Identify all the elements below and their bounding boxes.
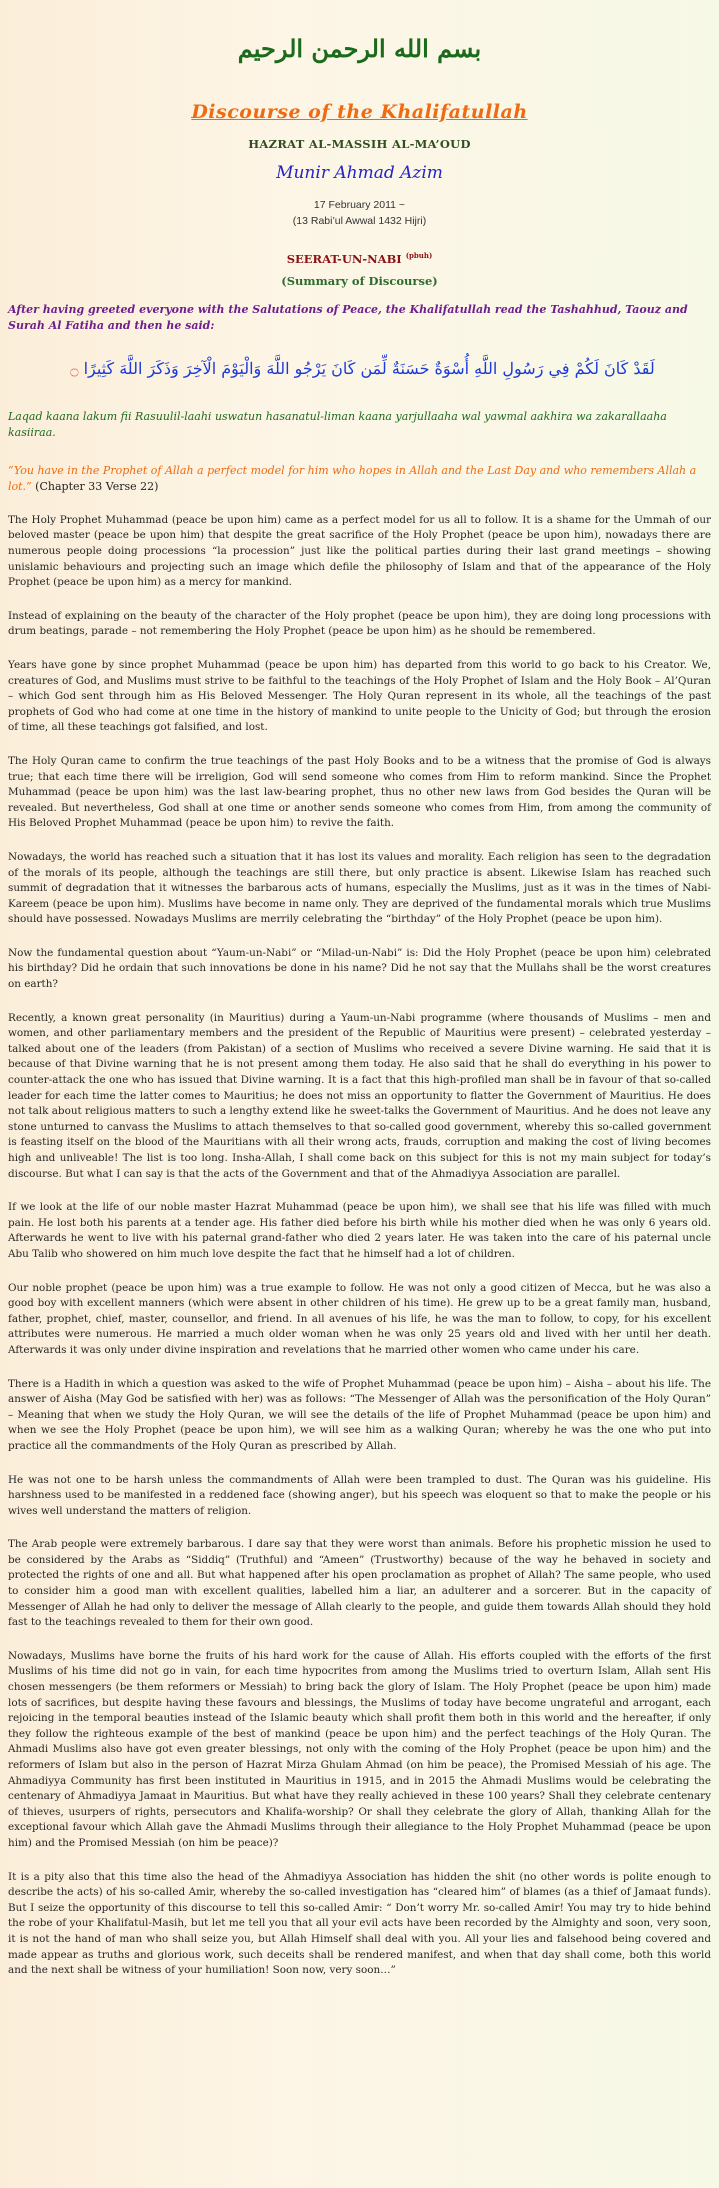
body-paragraph: Instead of explaining on the beauty of the character of the Holy prophet (peace be upon him), they are doing long processions with drum beatings, parade – not remembering the Holy Prophet (peace be upon him) as he should be remembered. — [8, 609, 711, 638]
topic-heading — [4, 251, 715, 266]
body-paragraph: There is a Hadith in which a question was asked to the wife of Prophet Muhammad (peace be upon him) – Aisha – about his life. The answer of Aisha (May God be satisfied with her) was as follows: “The Messenger of Allah was the personification of the Holy Quran” – Meaning that when we study the Holy Quran, we will see the details of the life of Prophet Muhammad (peace be upon him) and when we see the Holy Prophet (peace be upon him), we will see him as a walking Quran; whereby he was the one who put into practice all the commandments of the Holy Quran as prescribed by Allah. — [8, 1377, 711, 1452]
verse-text: لَقَدْ كَانَ لَكُمْ فِي رَسُولِ اللَّهِ أُسْوَةٌ حَسَنَةٌ لِّمَن كَانَ يَرْجُو اللَّهَ وَالْيَوْمَ الْآخِرَ وَذَكَرَ اللَّهَ كَثِيرًا — [83, 358, 655, 378]
translation-text: “You have in the Prophet of Allah a perfect model for him who hopes in Allah and the Last Day and who remembers Allah a lot.” — [8, 463, 697, 493]
body-paragraph: It is a pity also that this time also the head of the Ahmadiyya Association has hidden the shit (no other words is polite enough to describe the acts) of his so-called Amir, whereby the so-called investigation has “cleared him” of blames (as a thief of Jamaat funds). But I seize the opportunity of this discourse to tell this so-called Amir: “ Don’t worry Mr. so-called Amir! You may try to hide behind the robe of your Khalifatul-Masih, but let me tell you that all your evil acts have been recorded by the Almighty and soon, very soon, it is not the hand of man who shall seize you, but Allah Himself shall deal with you. All your lies and falsehood being covered and made appear as truths and glorious work, such deceits shall be rendered manifest, and when that day shall come, both this world and the next shall be witness of your humiliation! Soon now, very soon…” — [8, 1870, 711, 1977]
page-title: Discourse of the Khalifatullah — [191, 101, 528, 123]
body-paragraph: Years have gone by since prophet Muhammad (peace be upon him) has departed from this world to go back to his Creator. We, creatures of God, and Muslims must strive to be faithful to the teachings of the Holy Prophet of Islam and the Holy Book – Al’Quran – which God sent through him as His Beloved Messenger. The Holy Quran represent in its whole, all the teachings of the past prophets of God who had come at one time in the history of mankind to unite people to the Unicity of God; but through the erosion of time, all these teachings got falsified, and lost. — [8, 658, 711, 734]
body-paragraph: Nowadays, the world has reached such a situation that it has lost its values and morality. Each religion has seen to the degradation of the morals of its people, although the teachings are still there, but only practice is absent. Likewise Islam has reached such summit of degradation that it witnesses the barbarous acts of humans, especially the Muslims, just as it was in the times of Nabi-Kareem (peace be upon him). Muslims have become in name only. They are deprived of the fundamental morals which true Muslims should have possessed. Nowadays Muslims are merrily celebrating the “birthday” of the Holy Prophet (peace be upon him). — [8, 850, 711, 926]
summary-label: (Summary of Discourse) — [281, 273, 438, 288]
subtitle: HAZRAT AL-MASSIH AL-MA’OUD — [248, 137, 471, 151]
topic-honorific: (pbuh) — [405, 251, 433, 260]
body-paragraph: He was not one to be harsh unless the commandments of Allah were been trampled to dust. The Quran was his guideline. His harshness used to be manifested in a reddened face (showing anger), but his speech was eloquent so that to make the people or his wives well understand the matters of religion. — [8, 1473, 711, 1517]
topic-label: SEERAT-UN-NABI — [286, 251, 402, 266]
author-name: Munir Ahmad Azim — [276, 163, 443, 183]
intro-text: After having greeted everyone with the Salutations of Peace, the Khalifatullah read the Tashahhud, Taouz and Surah Al Fatiha and then he said: — [8, 302, 688, 332]
body-paragraph: Now the fundamental question about “Yaum-un-Nabi” or “Milad-un-Nabi” is: Did the Holy Prophet (peace be upon him) celebrated his birthday? Did he ordain that such innovations be done in his name? Did he not say that the Mullahs shall be the worst creatures on earth? — [8, 946, 711, 991]
body-paragraph: Recently, a known great personality (in Mauritius) during a Yaum-un-Nabi programme (where thousands of Muslims – men and women, and other parliamentary members and the president of the Republic of Mauritius were present) – celebrated yesterday – talked about one of the leaders (from Pakistan) of a section of Muslims who received a severe Divine warning. He said that it is because of that Divine warning that he is not present among them today. He also said that he shall do everything in his power to counter-attack the one who has issued that Divine warning. It is a fact that this high-profiled man shall be in favour of that so-called leader for each time the latter comes to Mauritius; he does not miss an opportunity to flatter the Government of Mauritius. He does not talk about religious matters to such a lengthy extend like he sweet-talks the Government of Mauritius. And he does not leave any stone unturned to canvass the Muslims to attach themselves to that so-called good government, whereby this so-called government is feasting itself on the blood of the Mauritians with all their wrong acts, frauds, corruption and making the cost of living becomes high and unliveable! The list is too long. Insha-Allah, I shall come back on this subject for this is not my main subject for today’s discourse. But what I can say is that the acts of the Government and that of the Ahmadiyya Association are parallel. — [8, 1011, 711, 1180]
bismillah-heading: بسم الله الرحمن الرحيم — [237, 34, 482, 63]
verse-transliteration: Laqad kaana lakum fii Rasuulil-laahi uswatun hasanatul-liman kaana yarjullaaha wal yawmal aakhira wa zakarallaaha kasiiraa. — [8, 409, 667, 439]
quran-verse-arabic — [4, 356, 715, 383]
body-paragraph: Nowadays, Muslims have borne the fruits of his hard work for the cause of Allah. His efforts coupled with the efforts of the first Muslims of his time did not go in vain, for each time hypocrites from among the Muslims tried to overturn Islam, Allah sent His chosen messengers (be them reformers or Messiah) to bring back the glory of Islam. The Holy Prophet (peace be upon him) made lots of sacrifices, but despite having these favours and blessings, the Muslims of today have become ungrateful and arrogant, each rejoicing in the temporal beauties instead of the Islamic beauty which shall profit them both in this world and the hereafter, if only they follow the righteous example of the best of mankind (peace be upon him) and the perfect teachings of the Holy Quran. The Ahmadi Muslims also have got even greater blessings, not only with the coming of the Holy Prophet (peace be upon him) and the reformers of Islam but also in the person of Hazrat Mirza Ghulam Ahmad (on him be peace), the Promised Messiah of his age. The Ahmadiyya Community has first been instituted in Mauritius in 1915, and in 2015 the Ahmadi Muslims would be celebrating the centenary of Ahmadiyya Jamaat in Mauritius. But what have they really achieved in these 100 years? Shall they celebrate centenary of thieves, usurpers of rights, persecutors and Khalifa-worship? Or shall they celebrate the glory of Allah, thanking Allah for the exceptional favour which Allah gave the Ahmadi Muslims through their allegiance to the Holy Prophet Muhammad (peace be upon him) and the Promised Messiah (on him be peace)? — [8, 1649, 711, 1849]
date: 17 February 2011 ~ — [313, 199, 406, 211]
body-paragraph: The Holy Prophet Muhammad (peace be upon him) came as a perfect model for us all to follow. It is a shame for the Ummah of our beloved master (peace be upon him) that despite the great sacrifice of the Holy Prophet (peace be upon him), nowadays there are numerous people doing processions “la procession” just like the political parties during their last grand meetings – showing unislamic behaviours and projecting such an image which defile the philosophy of Islam and that of the appearance of the Holy Prophet (peace be upon him) as a mercy for mankind. — [8, 513, 711, 589]
verse-reference: (Chapter 33 Verse 22) — [31, 479, 159, 493]
verse-translation — [4, 463, 715, 495]
hijri-date: (13 Rabi’ul Awwal 1432 Hijri) — [292, 215, 427, 227]
body-paragraph: If we look at the life of our noble master Hazrat Muhammad (peace be upon him), we shall see that his life was filled with much pain. He lost both his parents at a tender age. His father died before his birth while his mother died when he was only 6 years old. Afterwards he went to live with his paternal grand-father who died 2 years later. He was taken into the care of his paternal uncle Abu Talib who showered on him much love despite the fact that he himself had a lot of children. — [8, 1201, 711, 1260]
body-paragraph: The Holy Quran came to confirm the true teachings of the past Holy Books and to be a witness that the promise of God is always true; that each time there will be irreligion, God will send someone who comes from Him to reform mankind. Since the Prophet Muhammad (peace be upon him) was the last law-bearing prophet, thus no other new laws from God besides the Quran will be revealed. But nevertheless, God shall at one time or another sends someone who comes from Him, from among the community of His Beloved Prophet Muhammad (peace be upon him) to revive the faith. — [8, 754, 711, 830]
verse-end-marker-icon: ۝ — [70, 361, 79, 378]
body-paragraph: Our noble prophet (peace be upon him) was a true example to follow. He was not only a good citizen of Mecca, but he was also a good boy with excellent manners (which were absent in other children of his time). He grew up to be a great family man, husband, father, prophet, chief, master, counsellor, and friend. In all avenues of his life, he was the man to follow, to copy, for his excellent attributes were numerous. He married a much older woman when he was only 25 years old and lived with her until her death. Afterwards it was only under divine inspiration and revelations that he married other women who came under his care. — [8, 1281, 711, 1356]
body-paragraph: The Arab people were extremely barbarous. I dare say that they were worst than animals. Before his prophetic mission he used to be considered by the Arabs as “Siddiq” (Truthful) and “Ameen” (Trustworthy) because of the way he behaved in society and protected the rights of one and all. But what happened after his open proclamation as prophet of Allah? The same people, who used to consider him a good man with excellent qualities, labelled him a liar, an adulterer and a sorcerer. But in the capacity of Messenger of Allah he had only to deliver the message of Allah clearly to the people, and guide them towards Allah should they hold fast to the teachings revealed to them for their own good. — [8, 1538, 711, 1629]
discourse-body — [4, 513, 715, 1979]
